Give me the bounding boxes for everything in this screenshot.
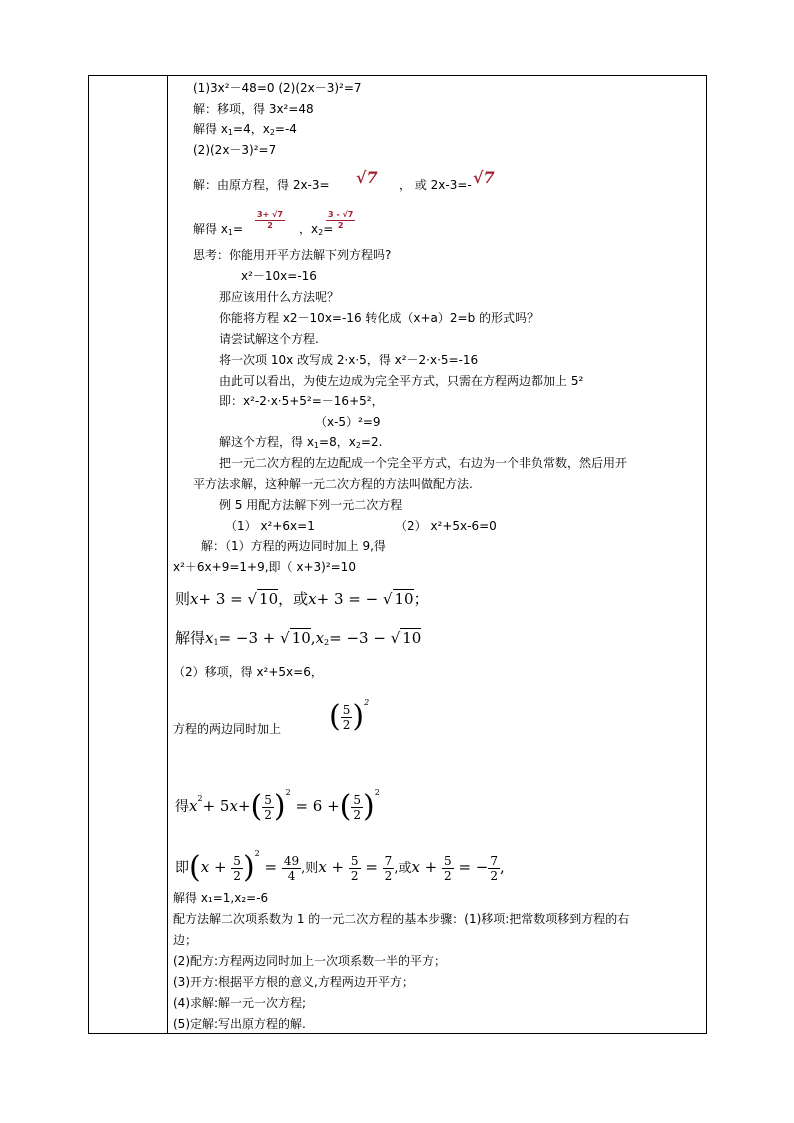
solution-line: ， 或 2x-3=- [399, 178, 472, 192]
solution-line: 解得 $x_1=4$，$x_2=-4$ [193, 122, 297, 137]
steps-intro: 边； [173, 933, 198, 947]
steps-intro: 配方法解二次项系数为 1 的一元二次方程的基本步骤：(1)移项:把常数项移到方程的右 [173, 912, 630, 926]
text-line: 解这个方程，得 $x_1=8$，$x_2=2$. [219, 435, 383, 450]
equation-line: （x-5）²=9 [315, 415, 381, 429]
column-divider [167, 76, 168, 1033]
text-line: 请尝试解这个方程. [219, 332, 319, 346]
solution-line: 解得 $x_1=$ [193, 222, 244, 237]
root-fraction: $\frac{3 - √7}{2}$ [328, 210, 354, 230]
root-fraction: $\frac{3+ √7}{2}$ [257, 210, 283, 230]
lesson-table [88, 75, 707, 1034]
solution-line: (2)(2x－3)²=7 [193, 143, 277, 157]
example-item: （1） x²+6x=1 [225, 519, 315, 533]
sqrt-seven: √7 [356, 168, 378, 187]
solution-line: 解：（1）方程的两边同时加上 9,得 [201, 539, 386, 553]
math-line: 解得$x_1= -3$ + √ $10,x_2= -3$ − √ 10 [175, 629, 422, 647]
step-item: (5)定解:写出原方程的解. [173, 1017, 306, 1031]
definition-line: 把一元二次方程的左边配成一个完全平方式，右边为一个非负常数，然后用开 [219, 456, 628, 470]
solution-line: ，$x_2=$ [299, 222, 334, 237]
math-line: 即(x + $\frac{5}{2}$ )$^2$ = $\frac{49}{4}$ ,则x + $\frac{5}{2}$ = $\frac{7}{2}$ ,或x + $\frac{5}{2}$ = − $\frac{7}{2}$ , [175, 849, 505, 885]
equation-line: x²－10x=-16 [241, 269, 317, 283]
example-heading: 例 5 用配方法解下列一元二次方程 [219, 498, 403, 512]
text-line: 那应该用什么方法呢？ [219, 290, 340, 304]
text-line: 将一次项 10x 改写成 2·x·5，得 x²－2·x·5=-16 [219, 353, 479, 367]
solution-line: x²＋6x+9=1+9,即（ x+3)²=10 [173, 560, 356, 574]
solution-line: 解：由原方程，得 2x-3= [193, 178, 330, 192]
math-line: 得$x^2+ 5x+$( $\frac{5}{2}$ )$^2$ = 6 +( $\frac{5}{2}$ )$^2$ [175, 788, 380, 824]
text-line: 你能将方程 x2－10x=-16 转化成（x+a）2=b 的形式吗？ [219, 311, 540, 325]
step-item: (3)开方:根据平方根的意义,方程两边开平方； [173, 975, 414, 989]
example-item: （2） x²+5x-6=0 [395, 519, 497, 533]
solution-line: 方程的两边同时加上 [173, 722, 282, 736]
text-line: 由此可以看出，为使左边成为完全平方式，只需在方程两边都加上 5² [219, 374, 584, 388]
definition-line: 平方法求解，这种解一元二次方程的方法叫做配方法. [193, 477, 473, 491]
solution-line: （2）移项，得 x²+5x=6， [173, 665, 323, 679]
half-squared: ( $\frac{5}{2}$ )$^2$ [329, 698, 370, 734]
solution-line: 解：移项，得 3x²=48 [193, 102, 314, 116]
step-item: (4)求解:解一元一次方程; [173, 996, 307, 1010]
step-item: (2)配方:方程两边同时加上一次项系数一半的平方； [173, 954, 447, 968]
math-line: 则x+ 3 = √ 10，或x+ 3 = − √ 10； [175, 590, 429, 608]
thinking-line: 思考：你能用开平方法解下列方程吗? [193, 248, 392, 262]
sqrt-seven: √7 [473, 168, 495, 187]
text-line: 即：x²-2·x·5+5²=－16+5²， [219, 394, 384, 408]
exercise-line: (1)3x²－48=0 (2)(2x－3)²=7 [193, 81, 362, 95]
solution-line: 解得 x₁=1,x₂=-6 [173, 891, 269, 905]
